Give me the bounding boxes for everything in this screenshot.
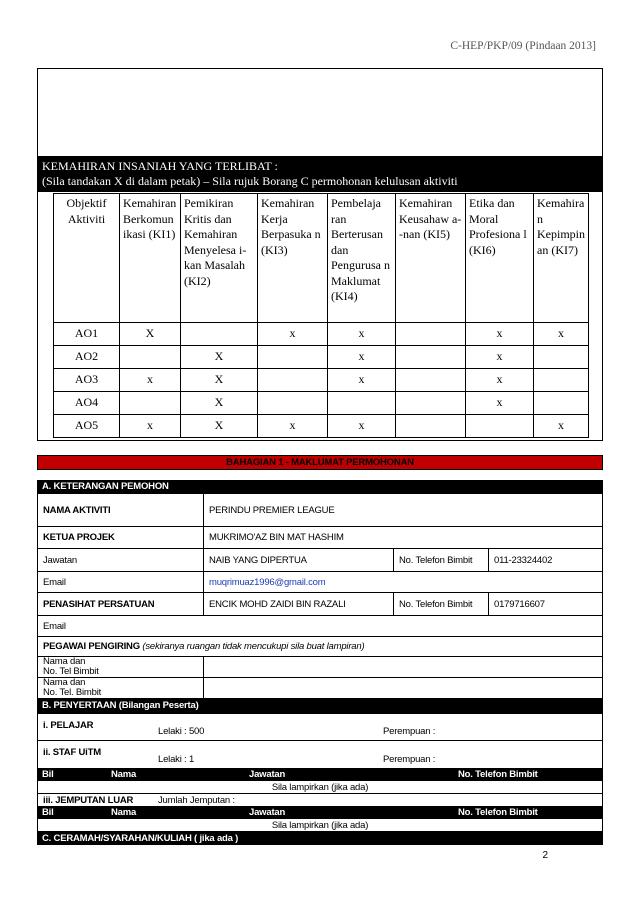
pegawai-note: (sekiranya ruangan tidak mencukupi sila buat lampiran) <box>142 641 365 652</box>
field-nama-tel-2[interactable] <box>203 678 602 698</box>
row-penasihat <box>37 593 603 616</box>
page-number: 2 <box>542 850 548 861</box>
col-bil-2: Bil <box>42 807 54 818</box>
col-jawatan: Jawatan <box>249 769 286 780</box>
field-perempuan-pelajar[interactable]: Perempuan : <box>383 726 436 737</box>
ki-objective-table <box>53 193 589 438</box>
part1-title: BAHAGIAN 1 - MAKLUMAT PERMOHONAN <box>37 455 603 470</box>
section-b-header: B. PENYERTAAN (Bilangan Peserta) <box>37 699 603 713</box>
field-nama-tel-1[interactable] <box>203 657 602 677</box>
col-ki3: Kemahiran Kerja Berpasuka n (KI3) <box>258 194 328 323</box>
table-row <box>54 392 589 415</box>
label-pelajar: i. PELAJAR <box>43 720 94 731</box>
label-ketua-projek: KETUA PROJEK <box>43 532 115 543</box>
label-nama-aktiviti: NAMA AKTIVITI <box>43 504 111 516</box>
mark-cell[interactable]: X <box>181 392 258 415</box>
field-penasihat[interactable]: ENCIK MOHD ZAIDI BIN RAZALI <box>203 593 393 615</box>
row-pegawai-pengiring <box>37 637 603 657</box>
row-nama-tel-2 <box>37 678 603 699</box>
ki-section-instruction: (Sila tandakan X di dalam petak) – Sila rujuk Borang C permohonan kelulusan aktiviti <box>42 174 458 188</box>
col-objektif: Objektif Aktiviti <box>54 194 120 323</box>
mark-cell[interactable] <box>396 369 466 392</box>
mark-cell[interactable] <box>120 392 181 415</box>
table-row <box>54 369 589 392</box>
mark-cell[interactable]: X <box>181 369 258 392</box>
staff-table-header <box>37 769 603 781</box>
mark-cell[interactable] <box>328 392 396 415</box>
mark-cell[interactable]: x <box>120 369 181 392</box>
label-tel-bimbit-2: No. Telefon Bimbit <box>393 593 488 615</box>
row-email-2 <box>37 616 603 637</box>
mark-cell[interactable]: x <box>534 323 589 346</box>
field-jawatan[interactable]: NAIB YANG DIPERTUA <box>203 549 393 571</box>
col-bil: Bil <box>42 769 54 780</box>
field-tel-bimbit-2[interactable]: 0179716607 <box>488 593 602 615</box>
mark-cell[interactable] <box>396 392 466 415</box>
row-staf <box>37 741 603 769</box>
row-email <box>37 572 603 593</box>
field-email[interactable]: muqrimuaz1996@gmail.com <box>203 572 602 592</box>
ki-section-title: KEMAHIRAN INSANIAH YANG TERLIBAT : <box>42 159 278 173</box>
field-lelaki-staf[interactable]: Lelaki : 1 <box>158 754 195 765</box>
table-row <box>54 323 589 346</box>
row-jemputan-luar <box>37 794 603 807</box>
row-nama-tel-1 <box>37 657 603 678</box>
label-penasihat: PENASIHAT PERSATUAN <box>43 598 155 610</box>
form-reference: C-HEP/PKP/09 (Pindaan 2013] <box>450 40 596 52</box>
mark-cell[interactable]: x <box>466 323 534 346</box>
ao-cell: AO2 <box>54 346 120 369</box>
col-ki4: Pembelaja ran Berterusan dan Pengurusa n Maklumat (KI4) <box>328 194 396 323</box>
ao-cell: AO4 <box>54 392 120 415</box>
mark-cell[interactable]: x <box>328 346 396 369</box>
label-jemputan-luar: iii. JEMPUTAN LUAR <box>43 794 134 806</box>
label-nama-dan-2: Nama dan <box>43 677 86 688</box>
guest-table-header <box>37 807 603 819</box>
field-lelaki-pelajar[interactable]: Lelaki : 500 <box>158 726 205 737</box>
row-pelajar <box>37 713 603 741</box>
mark-cell[interactable]: X <box>181 346 258 369</box>
row-ketua-projek <box>37 527 603 549</box>
mark-cell[interactable]: x <box>466 346 534 369</box>
mark-cell[interactable] <box>258 369 328 392</box>
label-tel-bimbit: No. Telefon Bimbit <box>393 549 488 571</box>
field-nama-aktiviti[interactable]: PERINDU PREMIER LEAGUE <box>203 494 602 526</box>
row-lampiran-1 <box>37 781 603 794</box>
lampiran-note: Sila lampirkan (jika ada) <box>271 781 369 793</box>
ki-section-header <box>38 156 602 192</box>
mark-cell[interactable]: x <box>258 323 328 346</box>
mark-cell[interactable]: x <box>328 323 396 346</box>
mark-cell[interactable]: x <box>120 415 181 438</box>
col-nama-2: Nama <box>111 807 137 818</box>
ki-header-row <box>54 194 589 323</box>
col-ki1: Kemahiran Berkomun ikasi (KI1) <box>120 194 181 323</box>
mark-cell[interactable] <box>534 392 589 415</box>
mark-cell[interactable]: x <box>466 369 534 392</box>
ao-cell: AO1 <box>54 323 120 346</box>
section-c-header: C. CERAMAH/SYARAHAN/KULIAH ( jika ada ) <box>37 832 603 845</box>
col-jawatan-2: Jawatan <box>249 807 286 818</box>
mark-cell[interactable] <box>258 392 328 415</box>
section-a-header: A. KETERANGAN PEMOHON <box>37 480 603 493</box>
field-jumlah-jemputan[interactable]: Jumlah Jemputan : <box>158 794 235 806</box>
col-nama: Nama <box>111 769 137 780</box>
mark-cell[interactable] <box>120 346 181 369</box>
mark-cell[interactable]: x <box>466 392 534 415</box>
ao-cell: AO5 <box>54 415 120 438</box>
label-staf: ii. STAF UiTM <box>43 747 101 758</box>
col-tel: No. Telefon Bimbit <box>458 769 538 780</box>
col-ki6: Etika dan Moral Profesiona l (KI6) <box>466 194 534 323</box>
mark-cell[interactable] <box>534 346 589 369</box>
mark-cell[interactable] <box>258 346 328 369</box>
mark-cell[interactable] <box>181 323 258 346</box>
field-ketua-projek[interactable]: MUKRIMO'AZ BIN MAT HASHIM <box>203 527 602 548</box>
label-jawatan: Jawatan <box>43 554 77 566</box>
mark-cell[interactable]: x <box>328 415 396 438</box>
mark-cell[interactable]: X <box>181 415 258 438</box>
mark-cell[interactable]: x <box>534 415 589 438</box>
lampiran-note-2: Sila lampirkan (jika ada) <box>271 819 369 831</box>
table-row <box>54 346 589 369</box>
label-nama-dan: Nama dan <box>43 656 86 667</box>
col-ki5: Kemahiran Keusahaw a--nan (KI5) <box>396 194 466 323</box>
field-perempuan-staf[interactable]: Perempuan : <box>383 754 436 765</box>
ao-cell: AO3 <box>54 369 120 392</box>
label-no-tel: No. Tel Bimbit <box>43 666 99 677</box>
label-no-tel-2: No. Tel. Bimbit <box>43 687 102 698</box>
mark-cell[interactable]: x <box>258 415 328 438</box>
field-tel-bimbit[interactable]: 011-23324402 <box>488 549 602 571</box>
row-lampiran-2 <box>37 819 603 832</box>
mark-cell[interactable] <box>396 323 466 346</box>
row-nama-aktiviti <box>37 493 603 527</box>
col-ki2: Pemikiran Kritis dan Kemahiran Menyelesa i-kan Masalah (KI2) <box>181 194 258 323</box>
mark-cell[interactable] <box>396 346 466 369</box>
mark-cell[interactable]: X <box>120 323 181 346</box>
table-row <box>54 415 589 438</box>
label-email-2: Email <box>43 620 66 632</box>
mark-cell[interactable]: x <box>328 369 396 392</box>
row-jawatan <box>37 549 603 572</box>
col-tel-2: No. Telefon Bimbit <box>458 807 538 818</box>
label-email: Email <box>43 576 66 588</box>
label-pegawai-pengiring: PEGAWAI PENGIRING <box>43 641 140 652</box>
col-ki7: Kemahira n Kepimpin an (KI7) <box>534 194 589 323</box>
mark-cell[interactable] <box>396 415 466 438</box>
mark-cell[interactable] <box>534 369 589 392</box>
mark-cell[interactable] <box>466 415 534 438</box>
